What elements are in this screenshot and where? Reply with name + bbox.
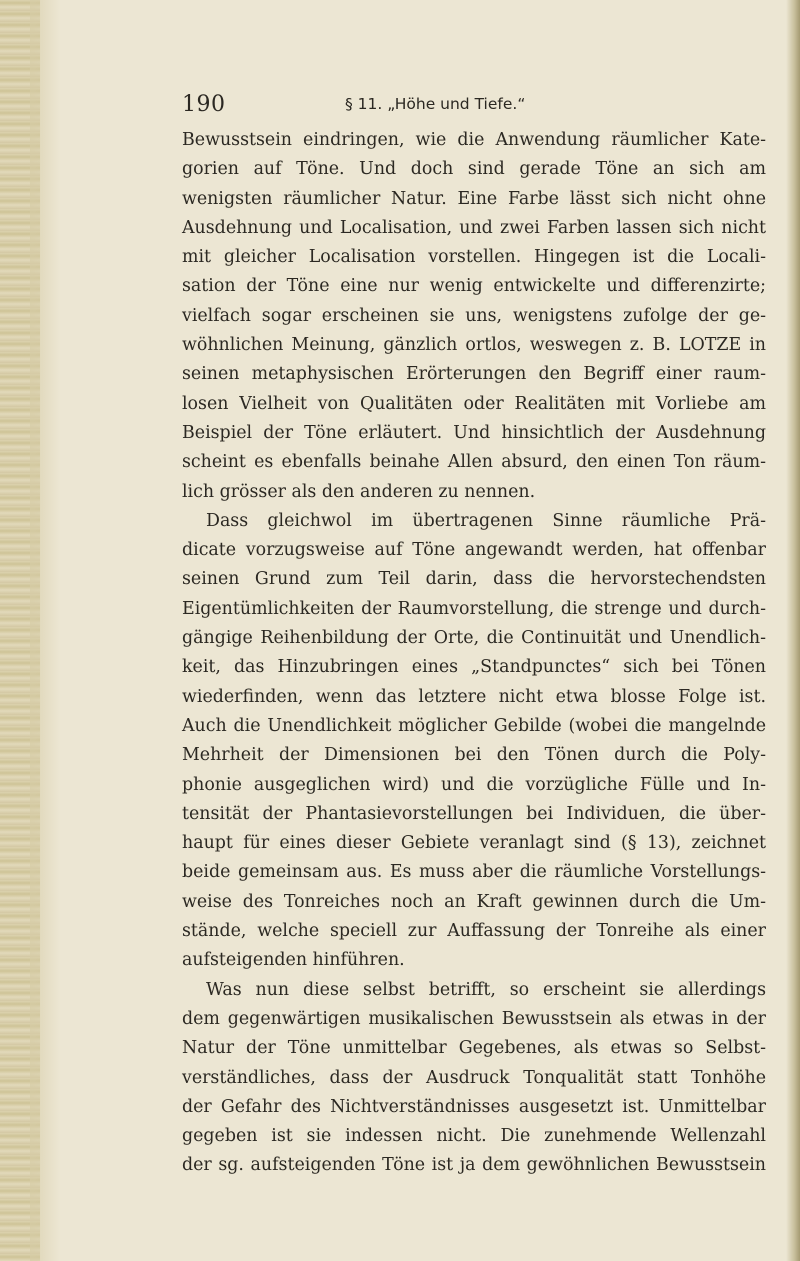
text-line: verständliches, dass der Ausdruck Tonqualität statt Tonhöhe [182,1067,766,1088]
text-line: stände, welche speciell zur Auffassung der Tonreihe als einer [182,921,766,942]
text-line: weise des Tonreiches noch an Kraft gewinnen durch die Um- [182,891,766,912]
text-line: der sg. aufsteigenden Töne ist ja dem gewöhnlichen Bewusstsein [182,1155,766,1176]
text-line: Bewusstsein eindringen, wie die Anwendung räumlicher Kate- [182,130,766,150]
text-line: tensität der Phantasievorstellungen bei Individuen, die über- [182,803,766,824]
text-line: wöhnlichen Meinung, gänzlich ortlos, weswegen z. B. LOTZE in [182,335,766,356]
running-head: § 11. „Höhe und Tiefe.“ [345,95,526,113]
text-line: phonie ausgeglichen wird) und die vorzügliche Fülle und In- [182,774,766,795]
page-header [182,92,742,122]
text-line: Auch die Unendlichkeit möglicher Gebilde (wobei die mangelnde [182,715,766,736]
text-line: vielfach sogar erscheinen sie uns, wenigstens zufolge der ge- [182,305,766,326]
text-line: seinen metaphysischen Erörterungen den Begriff einer raum- [182,364,766,385]
text-line: gängige Reihenbildung der Orte, die Continuität und Unendlich- [182,628,766,649]
text-line: Was nun diese selbst betrifft, so erscheint sie allerdings [206,979,766,1000]
text-line: wenigsten räumlicher Natur. Eine Farbe lässt sich nicht ohne [182,188,766,209]
page-number: 190 [182,92,226,117]
text-line: gorien auf Töne. Und doch sind gerade Töne an sich am [182,159,766,180]
text-line: wiederfinden, wenn das letztere nicht etwa blosse Folge ist. [182,686,766,707]
text-line: beide gemeinsam aus. Es muss aber die räumliche Vorstellungs- [182,862,766,883]
text-line: losen Vielheit von Qualitäten oder Realitäten mit Vorliebe am [182,393,766,414]
text-line: Beispiel der Töne erläutert. Und hinsichtlich der Ausdehnung [182,422,766,443]
text-line: mit gleicher Localisation vorstellen. Hingegen ist die Locali- [182,247,766,268]
text-line: der Gefahr des Nichtverständnisses ausgesetzt ist. Unmittelbar [182,1096,766,1117]
text-line: aufsteigenden hinführen. [182,950,405,971]
text-line: lich grösser als den anderen zu nennen. [182,481,536,502]
text-line: dem gegenwärtigen musikalischen Bewusstsein als etwas in der [182,1008,766,1029]
text-line: Natur der Töne unmittelbar Gegebenes, als etwas so Selbst- [182,1038,766,1059]
text-line: Eigentümlichkeiten der Raumvorstellung, die strenge und durch- [182,598,766,619]
text-line: seinen Grund zum Teil darin, dass die hervorstechendsten [182,569,766,590]
text-line: Dass gleichwol im übertragenen Sinne räumliche Prä- [206,510,766,531]
text-line: Ausdehnung und Localisation, und zwei Farben lassen sich nicht [182,217,766,238]
text-line: gegeben ist sie indessen nicht. Die zunehmende Wellenzahl [182,1126,766,1147]
text-line: sation der Töne eine nur wenig entwickelte und differenzirte; [182,276,766,297]
text-line: keit, das Hinzubringen eines „Standpunctes“ sich bei Tönen [182,657,766,678]
text-line: dicate vorzugsweise auf Töne angewandt werden, hat offenbar [182,540,766,561]
text-line: haupt für eines dieser Gebiete veranlagt sind (§ 13), zeichnet [182,833,766,854]
text-line: scheint es ebenfalls beinahe Allen absurd, den einen Ton räum- [182,452,766,473]
text-line: Mehrheit der Dimensionen bei den Tönen durch die Poly- [182,745,766,766]
body-text [182,126,766,1181]
